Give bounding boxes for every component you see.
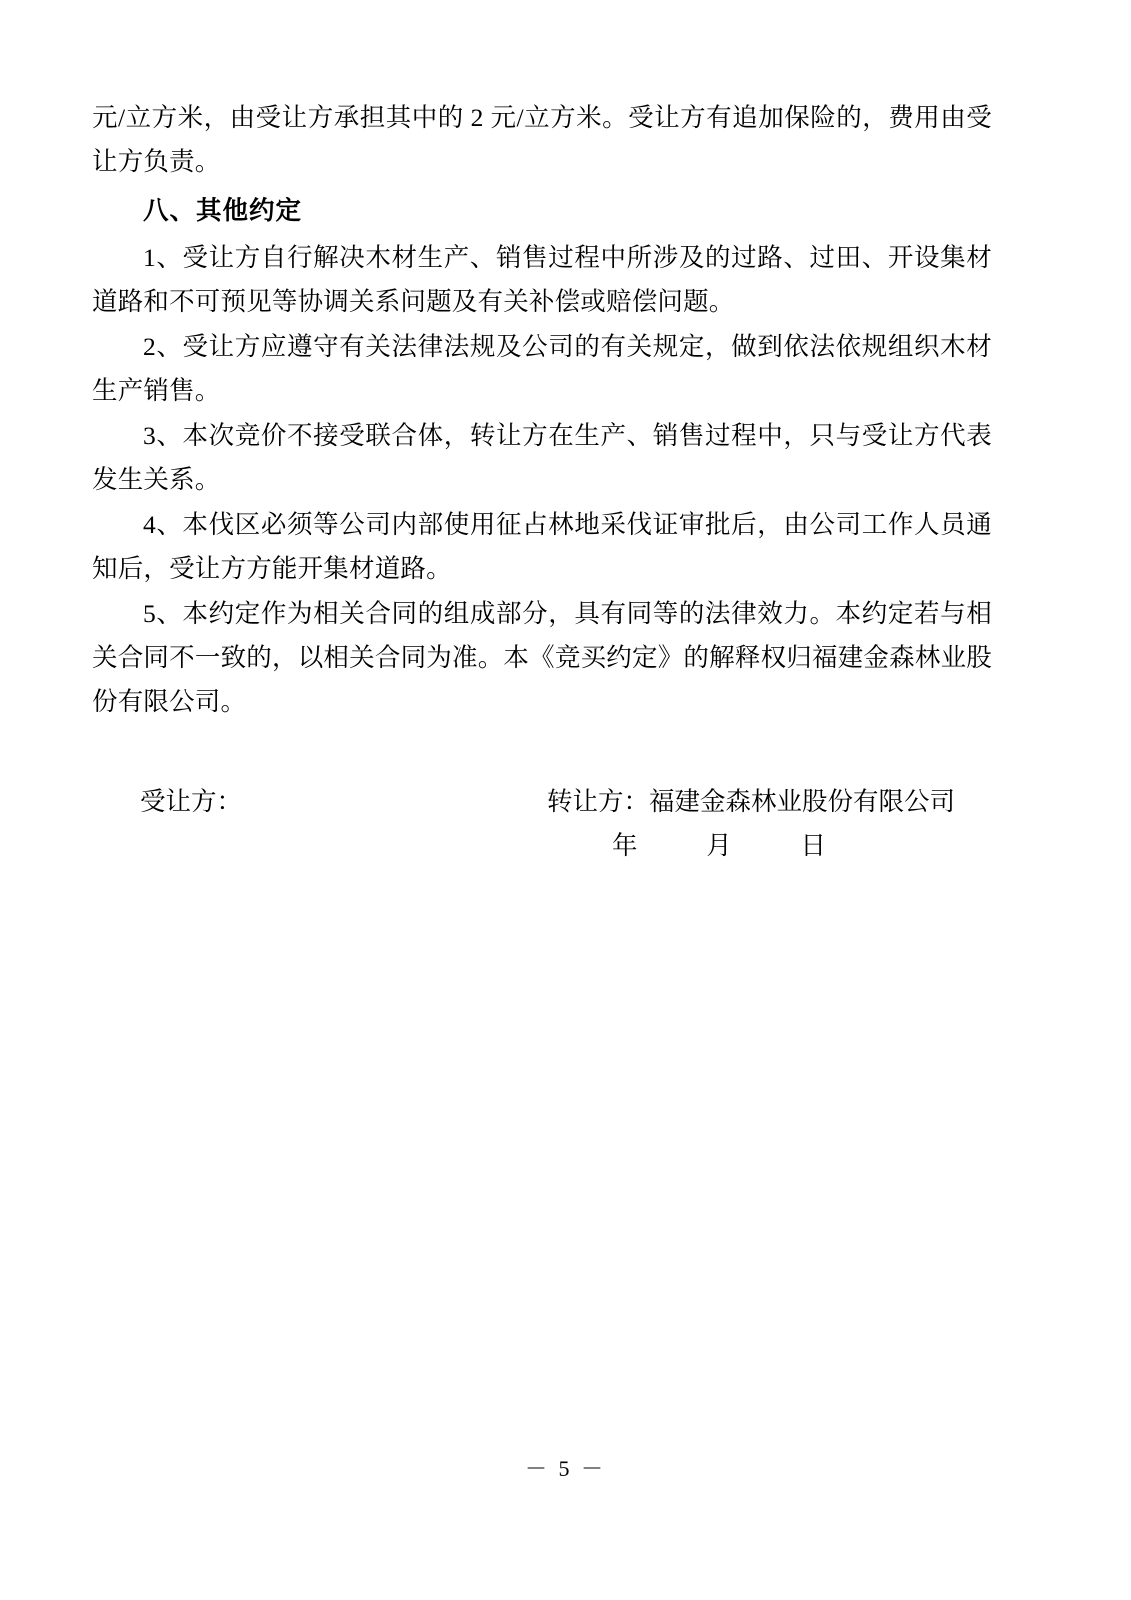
section-heading-other-agreements: 八、其他约定	[143, 196, 303, 225]
clause-item-5: 5、本约定作为相关合同的组成部分，具有同等的法律效力。本约定若与相关合同不一致的，以相关合同为准。本《竞买约定》的解释权归福建金森林业股份有限公司。	[92, 599, 992, 716]
signature-date-line	[612, 824, 826, 868]
page-number: － 5 －	[524, 1456, 606, 1481]
clause-item-2: 2、受让方应遵守有关法律法规及公司的有关规定，做到依法依规组织木材生产销售。	[92, 332, 992, 405]
clause-item-4: 4、本伐区必须等公司内部使用征占林地采伐证审批后，由公司工作人员通知后，受让方方能开集材道路。	[92, 510, 992, 583]
date-day-label: 日	[800, 831, 827, 860]
continued-paragraph: 元/立方米，由受让方承担其中的 2 元/立方米。受让方有追加保险的，费用由受让方负责。	[92, 103, 992, 176]
document-body	[92, 96, 992, 880]
transferee-signature-label: 受让方：	[140, 787, 243, 816]
clause-item-1: 1、受让方自行解决木材生产、销售过程中所涉及的过路、过田、开设集材道路和不可预见等协调关系问题及有关补偿或赔偿问题。	[92, 243, 992, 316]
signature-block	[92, 780, 992, 880]
date-month-label: 月	[706, 831, 732, 860]
transferor-signature-label: 转让方：福建金森林业股份有限公司	[547, 787, 956, 816]
date-year-label: 年	[612, 831, 638, 860]
clause-item-3: 3、本次竞价不接受联合体，转让方在生产、销售过程中，只与受让方代表发生关系。	[92, 421, 992, 494]
